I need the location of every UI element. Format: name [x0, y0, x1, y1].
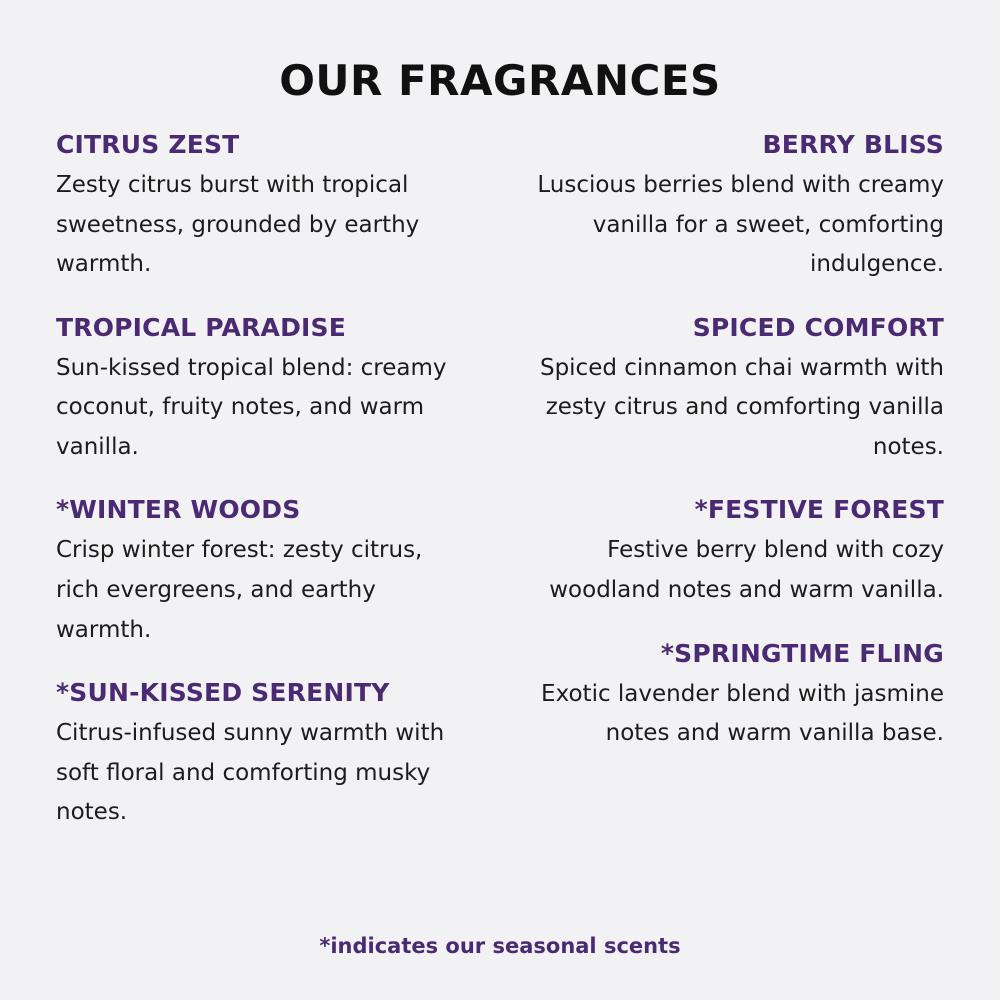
fragrance-item [56, 678, 470, 833]
fragrance-name: *SPRINGTIME FLING [660, 638, 944, 668]
fragrance-name: CITRUS ZEST [56, 130, 240, 160]
fragrance-description: Zesty citrus burst with tropical sweetness, grounded by earthy warmth. [56, 172, 420, 278]
fragrance-item [530, 130, 944, 285]
fragrance-description: Exotic lavender blend with jasmine notes and warm vanilla base. [541, 680, 944, 747]
fragrance-name: TROPICAL PARADISE [56, 312, 347, 342]
fragrance-description: Festive berry blend with cozy woodland notes and warm vanilla. [549, 537, 944, 604]
page-title: OUR FRAGRANCES [279, 56, 721, 105]
fragrance-description: Sun-kissed tropical blend: creamy coconut, fruity notes, and warm vanilla. [56, 354, 447, 460]
fragrance-description: Spiced cinnamon chai warmth with zesty citrus and comforting vanilla notes. [539, 354, 944, 460]
fragrance-column-right [530, 130, 944, 861]
fragrance-name: *WINTER WOODS [56, 495, 301, 525]
fragrance-description: Luscious berries blend with creamy vanilla for a sweet, comforting indulgence. [537, 172, 944, 278]
fragrance-item [530, 495, 944, 610]
fragrance-description: Citrus-infused sunny warmth with soft floral and comforting musky notes. [56, 720, 445, 826]
fragrance-grid [56, 130, 944, 928]
fragrance-item [530, 639, 944, 754]
fragrance-name: SPICED COMFORT [692, 312, 944, 342]
fragrance-name: BERRY BLISS [762, 130, 944, 160]
seasonal-scents-footnote: *indicates our seasonal scents [319, 934, 681, 958]
fragrance-name: *FESTIVE FOREST [694, 495, 944, 525]
fragrance-item [530, 313, 944, 468]
fragrance-item [56, 495, 470, 650]
fragrance-column-left [56, 130, 470, 861]
fragrance-description: Crisp winter forest: zesty citrus, rich evergreens, and earthy warmth. [56, 537, 423, 643]
fragrance-name: *SUN-KISSED SERENITY [56, 678, 390, 708]
fragrance-item [56, 130, 470, 285]
fragrance-item [56, 313, 470, 468]
